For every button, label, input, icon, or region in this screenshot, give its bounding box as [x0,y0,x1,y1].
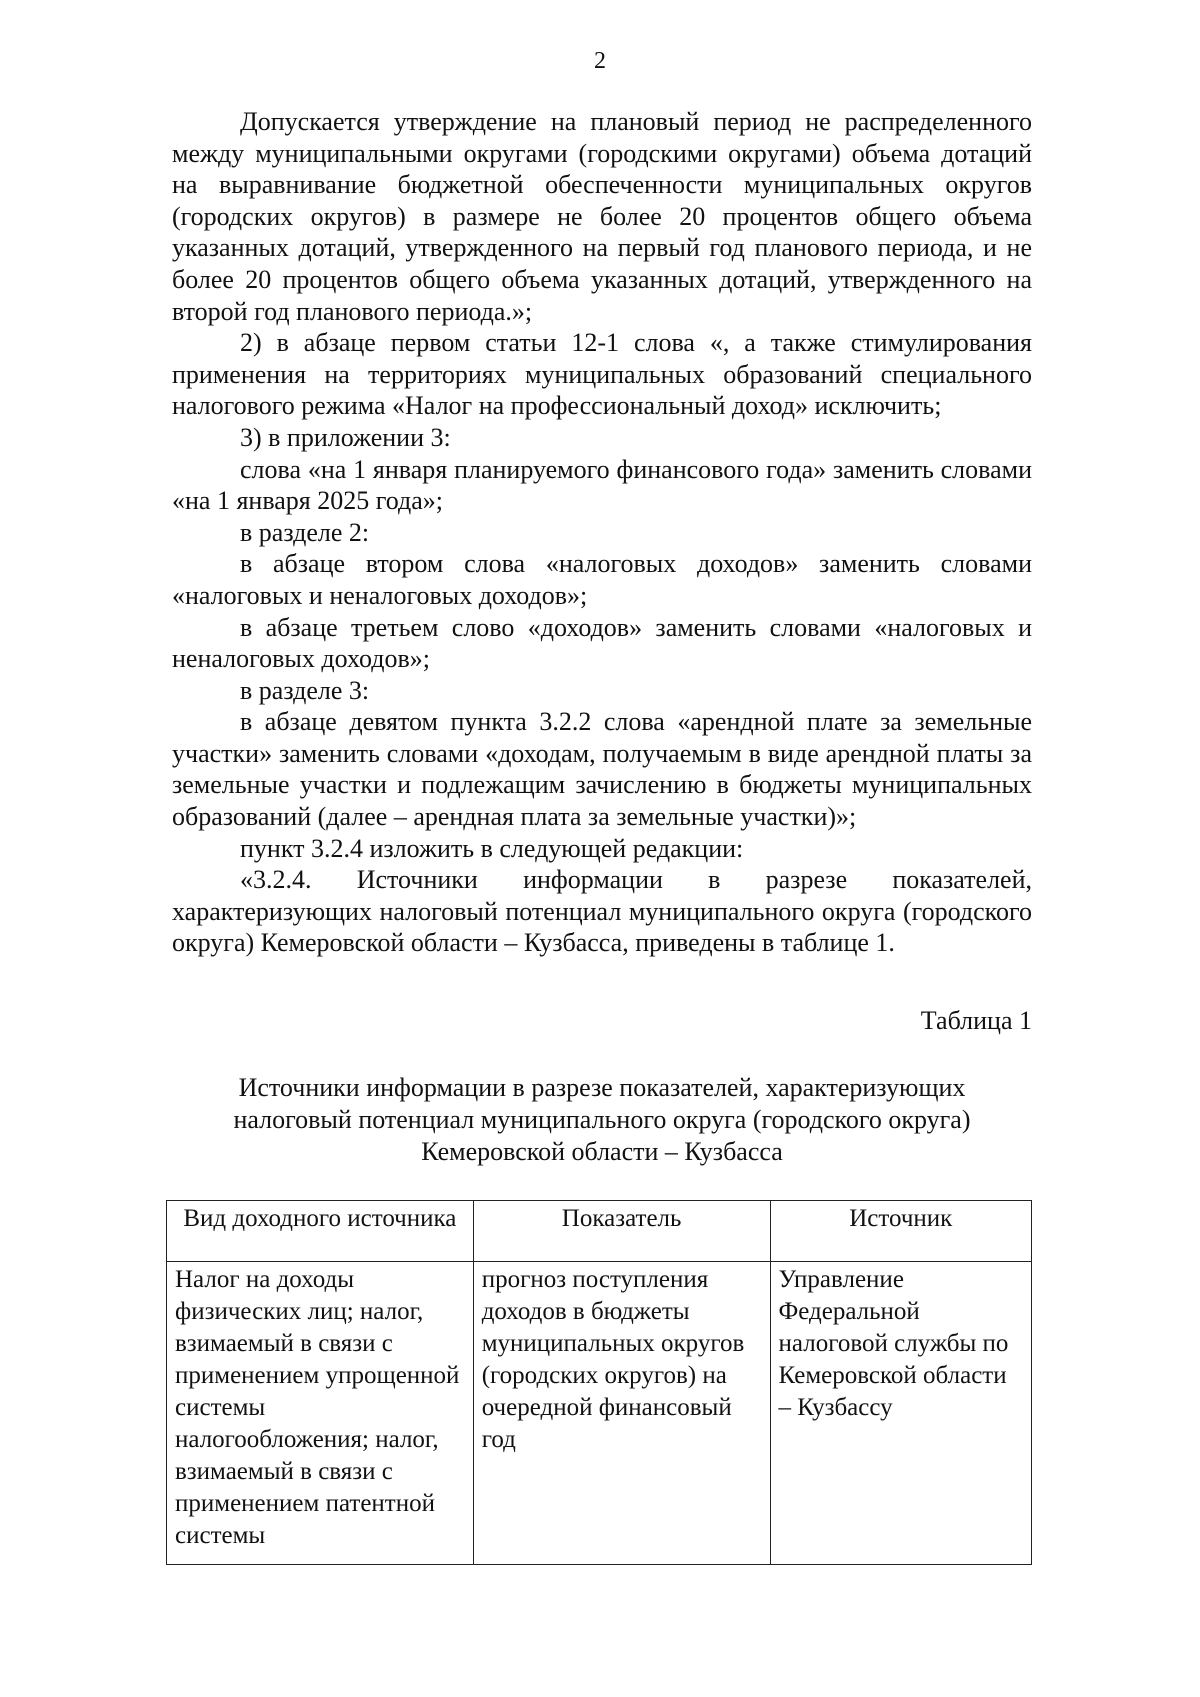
paragraph-section-2-para-3: в абзаце третьем слово «доходов» заменить словами «налоговых и неналоговых доходов»; [172,612,1032,674]
table-title-line: налоговый потенциал муниципального округа (городского округа) [233,1105,971,1134]
table-header-row [167,1201,1032,1262]
paragraph-amendment-3: 3) в приложении 3: [240,422,451,452]
paragraph-subsidies-note: Допускается утверждение на плановый период не распределенного между муниципальными округами (городскими округами) объема дотаций на выравнивание бюджетной обеспеченности муниципальных округов (городских округов) в размере не более 20 процентов общего объема указанных дотаций, утвержденного на первый год планового периода, и не более 20 процентов общего объема указанных дотаций, утвержденного на второй год планового периода.»; [172,107,1032,326]
table-title [172,1072,1032,1168]
header-income-source-type: Вид доходного источника [167,1201,474,1262]
table-label: Таблица 1 [920,1006,1032,1035]
paragraph-item-324-intro: пункт 3.2.4 изложить в следующей редакции: [240,833,744,863]
paragraph-date-replacement: слова «на 1 января планируемого финансового года» заменить словами «на 1 января 2025 года»; [172,454,1032,516]
cell-indicator: прогноз поступления доходов в бюджеты муниципальных округов (городских округов) на очередной финансовый год [473,1262,770,1565]
paragraph-section-3-item-322: в абзаце девятом пункта 3.2.2 слова «арендной плате за земельные участки» заменить словами «доходам, получаемым в виде арендной платы за земельные участки и подлежащим зачислению в бюджеты муниципальных образований (далее – арендная плата за земельные участки)»; [172,707,1032,832]
paragraph-section-2-para-2: в абзаце втором слова «налоговых доходов» заменить словами «налоговых и неналоговых доходов»; [172,549,1032,610]
document-body [172,106,1032,959]
sources-table [166,1200,1032,1565]
header-source: Источник [770,1201,1031,1262]
table-title-line: Источники информации в разрезе показателей, характеризующих [238,1073,966,1102]
table-title-line: Кемеровской области – Кузбасса [421,1137,783,1166]
page-number: 2 [594,48,606,74]
cell-source: Управление Федеральной налоговой службы по Кемеровской области – Кузбассу [770,1262,1031,1565]
paragraph-section-3: в разделе 3: [240,675,370,705]
paragraph-item-324-text: «3.2.4. Источники информации в разрезе показателей, характеризующих налоговый потенциал муниципального округа (городского округа) Кемеровской области – Кузбасса, приведены в таблице 1. [172,865,1032,958]
table-row [167,1262,1032,1565]
paragraph-amendment-2: 2) в абзаце первом статьи 12-1 слова «, а также стимулирования применения на территориях муниципальных образований специального налогового режима «Налог на профессиональный доход» исключить; [172,328,1032,421]
paragraph-section-2: в разделе 2: [240,517,370,547]
header-indicator: Показатель [473,1201,770,1262]
cell-income-source-type: Налог на доходы физических лиц; налог, взимаемый в связи с применением упрощенной системы налогообложения; налог, взимаемый в связи с применением патентной системы [167,1262,474,1565]
